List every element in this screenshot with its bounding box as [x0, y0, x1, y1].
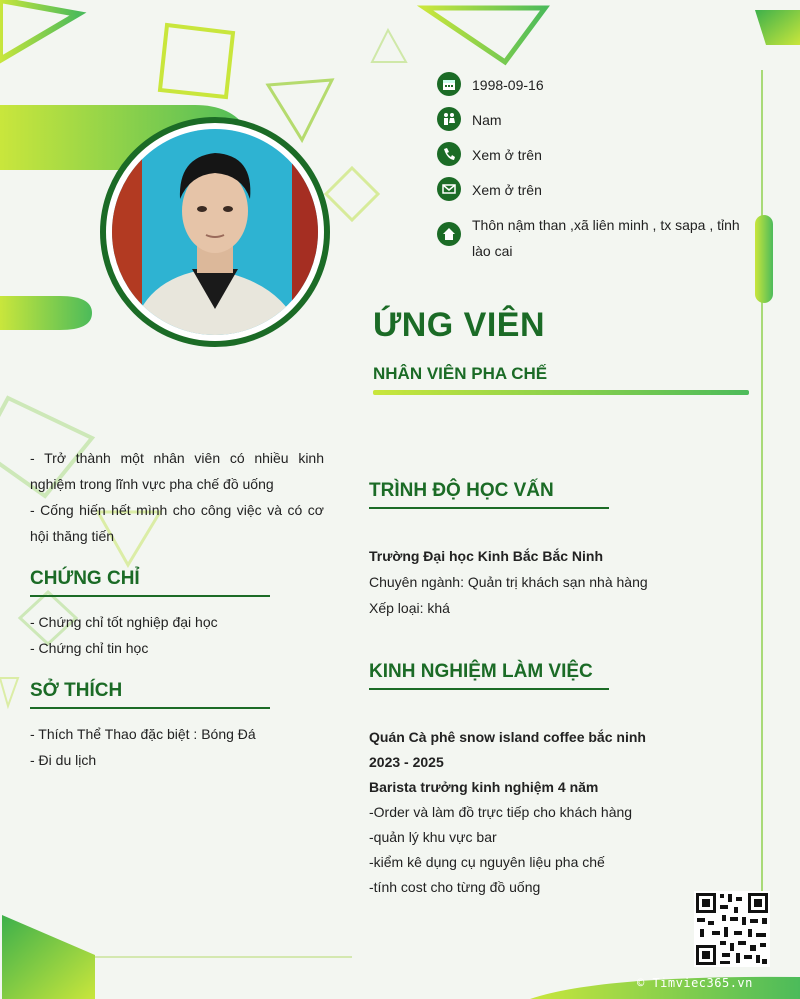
qr-code: [694, 891, 770, 967]
phone-icon: [437, 142, 461, 166]
experience-duty: -quản lý khu vực bar: [369, 829, 497, 845]
address-text: Thôn nậm than ,xã liên minh , tx sapa , tỉnh lào cai: [472, 217, 740, 259]
hobbies-list: [30, 721, 256, 773]
avatar-portrait: [112, 129, 318, 335]
footer-watermark: © Timviec365.vn: [637, 976, 753, 990]
certificate-item: - Chứng chỉ tin học: [30, 640, 149, 656]
certificates-list: [30, 609, 218, 661]
objective-text: [30, 445, 324, 549]
objective-line: - Trở thành một nhân viên có nhiều kinh nghiệm trong lĩnh vực pha chế đồ uống: [30, 450, 324, 492]
experience-company: Quán Cà phê snow island coffee bắc ninh: [369, 729, 646, 745]
education-divider: [369, 507, 609, 509]
phone-text: Xem ở trên: [472, 147, 542, 163]
education-grade: Xếp loại: khá: [369, 600, 450, 616]
certificates-divider: [30, 595, 270, 597]
education-major: Chuyên ngành: Quản trị khách sạn nhà hàng: [369, 574, 648, 590]
contact-phone: [437, 142, 542, 168]
hobbies-title: SỞ THÍCH: [30, 680, 123, 701]
education-school: Trường Đại học Kinh Bắc Bắc Ninh: [369, 548, 604, 564]
certificate-item: - Chứng chỉ tốt nghiệp đại học: [30, 614, 218, 630]
gender-text: Nam: [472, 112, 502, 128]
education-details: [369, 543, 648, 621]
experience-divider: [369, 688, 609, 690]
contact-email: [437, 177, 542, 203]
certificates-title: CHỨNG CHỈ: [30, 568, 140, 589]
education-title: TRÌNH ĐỘ HỌC VẤN: [369, 480, 554, 501]
experience-period: 2023 - 2025: [369, 754, 444, 770]
experience-position: Barista trưởng kinh nghiệm 4 năm: [369, 779, 599, 795]
home-icon: [437, 222, 461, 246]
experience-details: [369, 725, 646, 900]
job-title: NHÂN VIÊN PHA CHẾ: [373, 364, 548, 383]
experience-duty: -Order và làm đồ trực tiếp cho khách hàng: [369, 804, 633, 820]
candidate-name: ỨNG VIÊN: [373, 306, 546, 344]
hobbies-divider: [30, 707, 270, 709]
experience-title: KINH NGHIỆM LÀM VIỆC: [369, 661, 593, 682]
contact-birthdate: [437, 72, 544, 98]
email-text: Xem ở trên: [472, 182, 542, 198]
objective-line: - Cống hiến hết mình cho công việc và có cơ hội thăng tiến: [30, 502, 324, 544]
people-icon: [437, 107, 461, 131]
avatar: [100, 117, 330, 347]
experience-duty: -kiểm kê dụng cụ nguyên liệu pha chế: [369, 854, 605, 870]
contact-address: [437, 212, 757, 264]
hobby-item: - Thích Thể Thao đặc biệt : Bóng Đá: [30, 726, 256, 742]
birthdate-text: 1998-09-16: [472, 77, 544, 93]
hobby-item: - Đi du lịch: [30, 752, 97, 768]
experience-duty: -tính cost cho từng đồ uống: [369, 879, 541, 895]
mail-icon: [437, 177, 461, 201]
contact-gender: [437, 107, 502, 133]
calendar-icon: [437, 72, 461, 96]
